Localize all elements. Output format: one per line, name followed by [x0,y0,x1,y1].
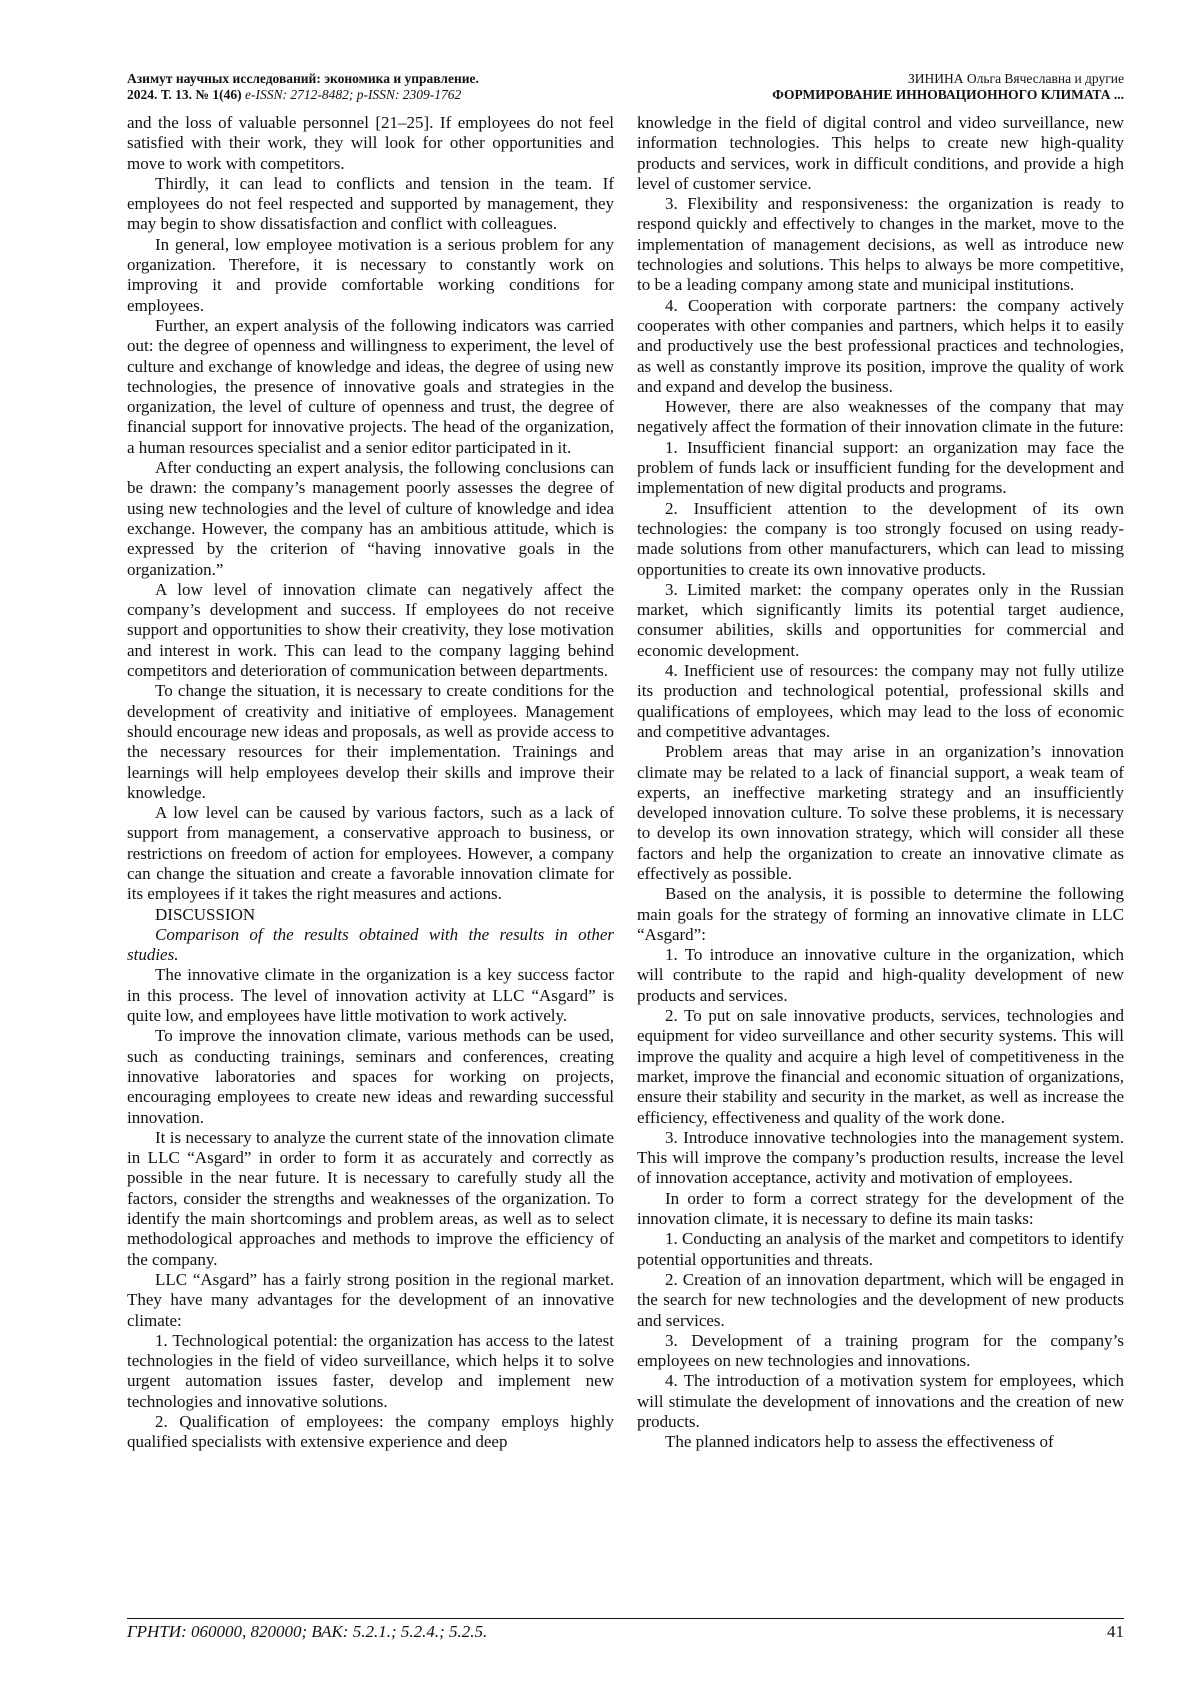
right-column [637,113,1124,1453]
running-header-left [127,71,479,103]
paragraph: The planned indicators help to assess the effectiveness of [665,1432,1054,1452]
paragraph: Problem areas that may arise in an organization’s innovation climate may be related to a lack of financial support, a weak team of experts, an ineffective marketing strategy and an insufficiently developed innovation culture. To solve these problems, it is necessary to develop its own innovation strategy, which will consider all these factors and help the organization to create an innovative climate as effectively as possible. [637,742,1124,883]
paragraph: and the loss of valuable personnel [21–25]. If employees do not feel satisfied with their work, they will look for other opportunities and move to work with competitors. [127,113,614,173]
paragraph: After conducting an expert analysis, the following conclusions can be drawn: the company’s management poorly assesses the degree of using new technologies and the level of culture of knowledge and idea exchange. However, the company has an ambitious attitude, which is expressed by the criterion of “having innovative goals in the organization.” [127,458,614,579]
paragraph: To improve the innovation climate, various methods can be used, such as conducting trainings, seminars and conferences, creating innovative laboratories and spaces for working on projects, encouraging employees to create new ideas and rewarding successful innovation. [127,1026,614,1127]
list-item: 1. Insufficient financial support: an organization may face the problem of funds lack or insufficient funding for the development and implementation of new digital products and programs. [637,437,1124,498]
paragraph: Thirdly, it can lead to conflicts and tension in the team. If employees do not feel respected and supported by management, they may begin to show dissatisfaction and conflict with colleagues. [127,173,614,234]
paragraph: In order to form a correct strategy for the development of the innovation climate, it is necessary to define its main tasks: [637,1188,1124,1229]
page-number: 41 [1107,1622,1124,1641]
paragraph: In general, low employee motivation is a serious problem for any organization. Therefore, it is necessary to constantly work on improving it and provide comfortable working conditions for employees. [127,234,614,315]
list-item: 3. Development of a training program for the company’s employees on new technologies and innovations. [637,1330,1124,1371]
paragraph: However, there are also weaknesses of the company that may negatively affect the formation of their innovation climate in the future: [637,397,1124,437]
paragraph: knowledge in the field of digital control and video surveillance, new information technologies. This helps to create new high-quality products and services, work in difficult conditions, and provide a high level of customer service. [637,113,1124,193]
journal-name: Азимут научных исследований: экономика и управление. [127,71,479,86]
list-item: 3. Limited market: the company operates only in the Russian market, which significantly limits its potential target audience, consumer abilities, skills and opportunities for commercial and economic development. [637,579,1124,660]
subsection-heading: Comparison of the results obtained with the results in other studies. [127,924,614,965]
list-item: 3. Introduce innovative technologies into the management system. This will improve the company’s production results, increase the level of innovation acceptance, activity and motivation of employees. [637,1127,1124,1188]
list-item: 1. Technological potential: the organization has access to the latest technologies in the field of video surveillance, which helps it to solve urgent automation issues faster, develop and implement new technologies and innovative solutions. [127,1330,614,1411]
list-item: 2. Insufficient attention to the development of its own technologies: the company is too strongly focused on using ready-made solutions from other manufacturers, which can lead to missing opportunities to create its own innovative products. [637,498,1124,579]
paragraph: Further, an expert analysis of the following indicators was carried out: the degree of openness and willingness to experiment, the level of culture and exchange of knowledge and ideas, the degree of using new technologies, the presence of innovative goals and strategies in the organization, the level of culture of openness and trust, the degree of financial support for innovative projects. The head of the organization, a human resources specialist and a senior editor participated in it. [127,315,614,457]
journal-issn: e-ISSN: 2712-8482; p-ISSN: 2309-1762 [244,87,462,102]
footer-rule [127,1618,1124,1619]
paragraph: A low level can be caused by various factors, such as a lack of support from management, a conservative approach to business, or restrictions on freedom of action for employees. However, a company can change the situation and create a favorable innovation climate for its employees if it takes the right measures and actions. [127,803,614,904]
paragraph: It is necessary to analyze the current state of the innovation climate in LLC “Asgard” in order to form it as accurately and correctly as possible in the near future. It is necessary to carefully study all the factors, consider the strengths and weaknesses of the organization. To identify the main shortcomings and problem areas, as well as to select methodological approaches and methods to improve the efficiency of the company. [127,1127,614,1269]
paragraph: The innovative climate in the organization is a key success factor in this process. The level of innovation activity at LLC “Asgard” is quite low, and employees have little motivation to work actively. [127,965,614,1026]
article-title-short: ФОРМИРОВАНИЕ ИННОВАЦИОННОГО КЛИМАТА ... [772,87,1124,102]
article-authors: ЗИНИНА Ольга Вячеславна и другие [908,71,1124,86]
classification-codes: ГРНТИ: 060000, 820000; ВАК: 5.2.1.; 5.2.4.; 5.2.5. [127,1622,488,1641]
paragraph: LLC “Asgard” has a fairly strong position in the regional market. They have many advantages for the development of an innovative climate: [127,1269,614,1330]
list-item: 1. Conducting an analysis of the market and competitors to identify potential opportunities and threats. [637,1229,1124,1269]
journal-issue [127,87,479,103]
list-item: 2. Creation of an innovation department, which will be engaged in the search for new technologies and the development of new products and services. [637,1269,1124,1330]
journal-volume: 2024. Т. 13. № 1(46) [127,87,242,102]
paragraph: A low level of innovation climate can negatively affect the company’s development and success. If employees do not receive support and opportunities to show their creativity, they lose motivation and interest in work. This can lead to the company lagging behind competitors and deterioration of communication between departments. [127,579,614,681]
list-item: 3. Flexibility and responsiveness: the organization is ready to respond quickly and effectively to changes in the market, move to the implementation of management decisions, as well as introduce new technologies and solutions. This helps to always be more competitive, to be a leading company among state and municipal institutions. [637,194,1124,295]
list-item: 1. To introduce an innovative culture in the organization, which will contribute to the rapid and high-quality development of new products and services. [637,945,1124,1005]
list-item: 4. Cooperation with corporate partners: the company actively cooperates with other companies and partners, which helps it to easily and productively use the best professional practices and technologies, as well as constantly improve its position, improve the quality of work and expand and develop the business. [637,295,1124,396]
list-item: 2. Qualification of employees: the company employs highly qualified specialists with extensive experience and deep [127,1412,614,1452]
left-column [127,113,614,1453]
list-item: 4. Inefficient use of resources: the company may not fully utilize its production and technological potential, professional skills and qualifications of employees, which may lead to the loss of economic and competitive advantages. [637,661,1124,741]
list-item: 4. The introduction of a motivation system for employees, which will stimulate the development of innovations and the creation of new products. [637,1371,1124,1431]
paragraph: Based on the analysis, it is possible to determine the following main goals for the strategy of forming an innovative climate in LLC “Asgard”: [637,884,1124,944]
running-header-right [772,71,1124,103]
list-item: 2. To put on sale innovative products, services, technologies and equipment for video surveillance and other security systems. This will improve the quality and acquire a high level of competitiveness in the market, improve the financial and economic situation of organizations, ensure their stability and security in the market, as well as increase the efficiency, effectiveness and quality of the work done. [637,1006,1124,1127]
section-heading: DISCUSSION [155,904,256,924]
paragraph: To change the situation, it is necessary to create conditions for the development of creativity and initiative of employees. Management should encourage new ideas and proposals, as well as provide access to the necessary resources for their implementation. Trainings and learnings will help employees develop their skills and improve their knowledge. [127,681,614,802]
